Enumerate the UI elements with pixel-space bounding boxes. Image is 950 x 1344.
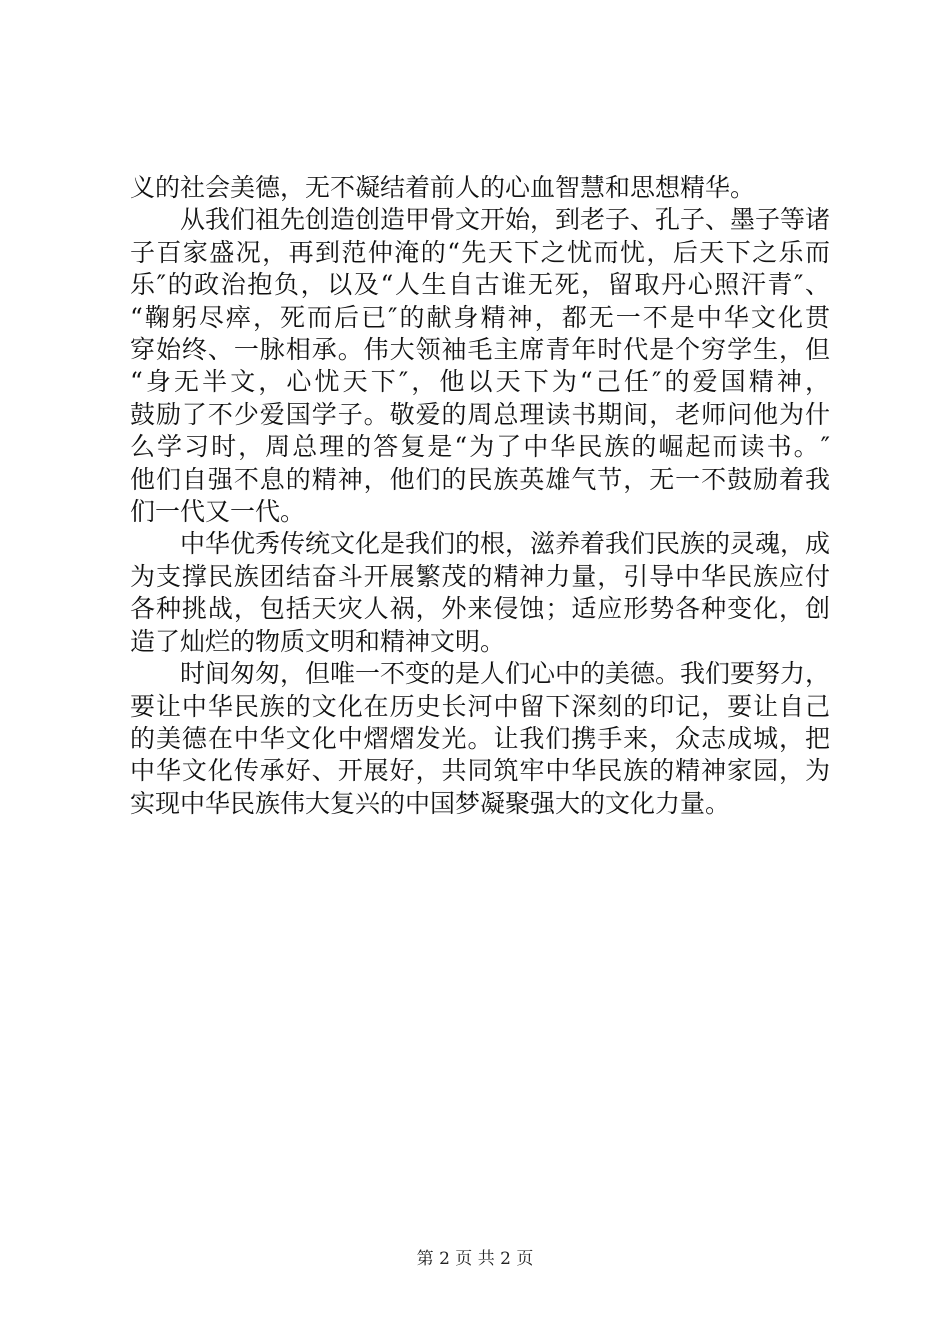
text-line: 的美德在中华文化中熠熠发光。让我们携手来，众志成城，把 <box>130 723 830 753</box>
text-line: 子百家盛况，再到范仲淹的“先天下之忧而忧，后天下之乐而 <box>130 237 830 267</box>
text-line: 义的社会美德，无不凝结着前人的心血智慧和思想精华。 <box>130 173 756 202</box>
text-line: “鞠躬尽瘁，死而后已″的献身精神，都无一不是中华文化贯 <box>130 302 830 332</box>
text-line: 实现中华民族伟大复兴的中国梦凝聚强大的文化力量。 <box>130 788 731 818</box>
page-footer: 第 2 页 共 2 页 <box>416 1249 534 1269</box>
text-line: 要让中华民族的文化在历史长河中留下深刻的印记，要让自己 <box>130 691 830 721</box>
text-line: 中华优秀传统文化是我们的根，滋养着我们民族的灵魂，成 <box>180 529 831 559</box>
text-line: 造了灿烂的物质文明和精神文明。 <box>130 626 506 656</box>
text-line: 么学习时，周总理的答复是“为了中华民族的崛起而读书。″ <box>130 432 830 462</box>
text-line: 为支撑民族团结奋斗开展繁茂的精神力量，引导中华民族应付 <box>130 561 830 591</box>
text-line: “身无半文，心忧天下″，他以天下为“己任″的爱国精神， <box>130 367 830 397</box>
text-line: 他们自强不息的精神，他们的民族英雄气节，无一不鼓励着我 <box>130 464 830 494</box>
text-line: 从我们祖先创造创造甲骨文开始，到老子、孔子、墨子等诸 <box>180 205 831 235</box>
text-line: 各种挑战，包括天灾人祸，外来侵蚀；适应形势各种变化，创 <box>130 594 830 624</box>
text-line: 穿始终、一脉相承。伟大领袖毛主席青年时代是个穷学生，但 <box>130 335 830 365</box>
text-line: 鼓励了不少爱国学子。敬爱的周总理读书期间，老师问他为什 <box>130 399 830 429</box>
text-line: 们一代又一代。 <box>130 497 306 527</box>
text-line: 时间匆匆，但唯一不变的是人们心中的美德。我们要努力， <box>180 659 831 689</box>
text-line: 中华文化传承好、开展好，共同筑牢中华民族的精神家园，为 <box>130 756 830 786</box>
text-line: 乐″的政治抱负，以及“人生自古谁无死，留取丹心照汗青″、 <box>130 270 830 300</box>
document-body <box>130 172 830 820</box>
